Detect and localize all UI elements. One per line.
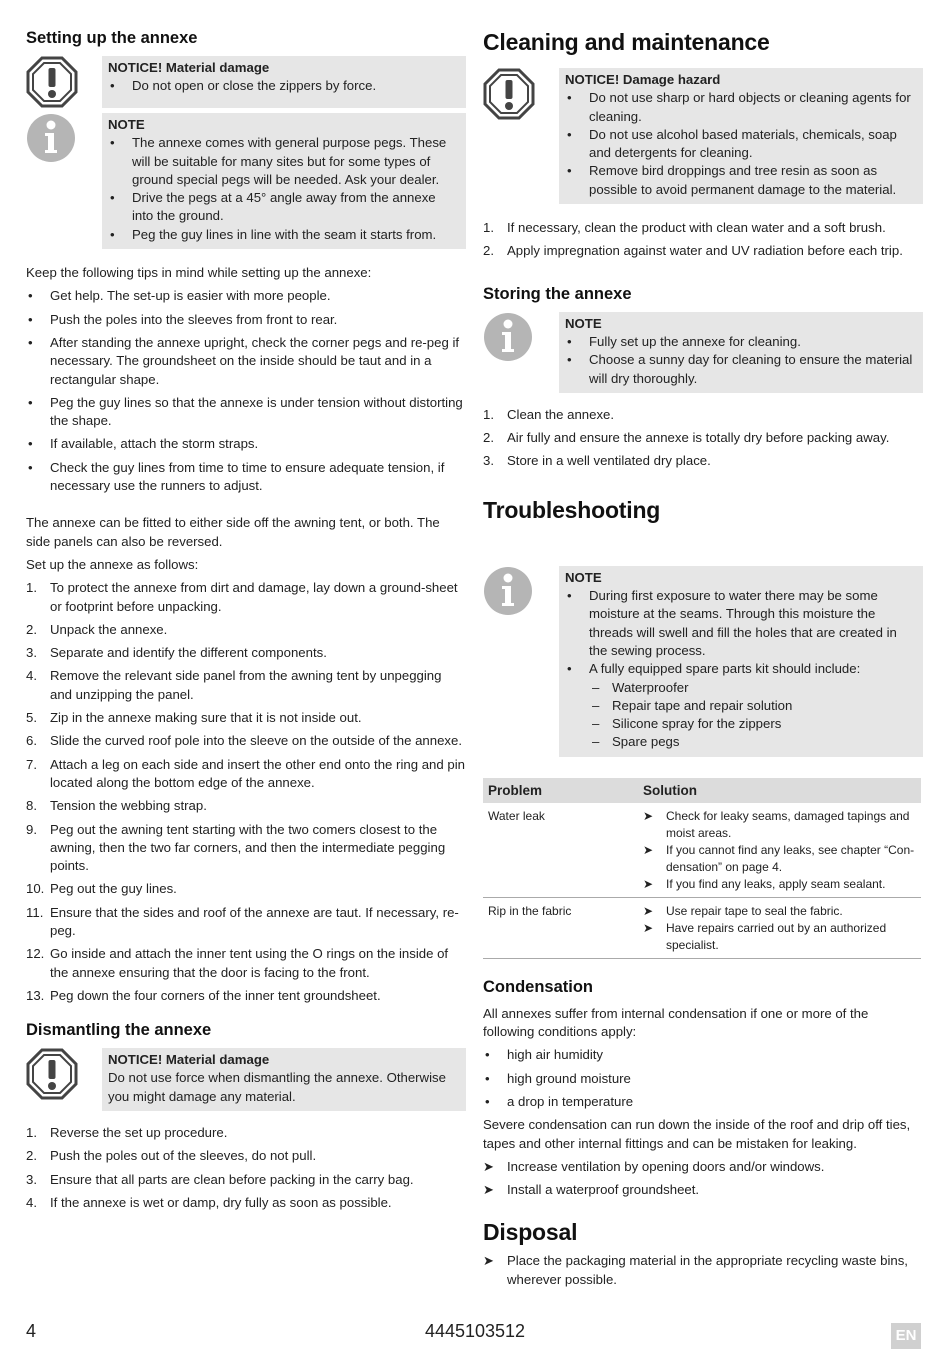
setup-note [26,113,466,249]
storing-steps [483,406,923,471]
note-title: NOTE [565,315,602,331]
cleaning-notice [483,68,923,204]
troubleshooting-note [483,566,923,757]
setup-notice [26,56,466,108]
list-item: 11. Ensure that the sides and roof of the annexe are taut. If necessary, re-peg. [26,904,459,938]
list-item: ➤ Install a waterproof groundsheet. [483,1181,923,1199]
list-item: • high air humidity [483,1046,923,1064]
sub-item: – Waterproofer [589,679,915,697]
list-item: 7. Attach a leg on each side and insert the other end onto the ring and pin located along the bottom edge of the annexe. [26,756,465,790]
language-badge: EN [891,1323,921,1349]
troubleshooting-table [483,778,921,959]
list-item: 5. Zip in the annexe making sure that it is not inside out. [26,710,362,726]
notice-octagon-icon [26,1048,78,1100]
list-item: ➤ Increase ventilation by opening doors and/or windows. [483,1158,923,1176]
table-row [483,803,921,898]
setup-steps [26,579,466,1005]
page-number: 4 [26,1321,37,1341]
cleaning-steps [483,219,923,261]
disposal-heading: Disposal [483,1219,578,1246]
sub-item: – Silicone spray for the zippers [589,715,915,733]
note-title: NOTE [108,117,145,132]
list-item: 1. If necessary, clean the product with clean water and a soft brush. [483,220,886,236]
table-header-row [483,778,921,803]
list-item: 3. Store in a well ventilated dry place. [483,453,711,469]
list-item: 4. If the annexe is wet or damp, dry fully as soon as possible. [26,1194,392,1210]
dismantle-notice [26,1048,466,1111]
notice-octagon-icon [26,56,78,108]
storing-heading: Storing the annexe [483,284,632,303]
arrow-right-icon: ➤ [643,808,654,823]
tips-intro: Keep the following tips in mind while setting up the annexe: [26,265,372,281]
problem-cell: Water leak [483,803,638,898]
list-item: • high ground moisture [483,1070,923,1088]
list-item: 2. Apply impregnation against water and UV radiation before each trip. [483,243,903,259]
col-problem: Problem [483,778,638,803]
condensation-intro: All annexes suffer from internal condensation if one or more of the following conditions apply: [483,1005,869,1040]
list-item: 2. Push the poles out of the sleeves, do not pull. [26,1148,317,1164]
cleaning-heading: Cleaning and maintenance [483,29,770,55]
arrow-right-icon: ➤ [483,1253,494,1269]
list-item: 1. Reverse the set up procedure. [26,1125,228,1141]
steps-intro: Set up the annexe as follows: [26,556,199,572]
setup-heading: Setting up the annexe [26,29,198,47]
list-item: • Get help. The set-up is easier with more people. [26,287,466,305]
list-item: 13. Peg down the four corners of the inner tent groundsheet. [26,987,381,1003]
annexe-para: The annexe can be fitted to either side off the awning tent, or both. The side panels can also be reversed. [26,515,440,549]
solution-cell: ➤ Use repair tape to seal the fabric. ➤ Have repairs carried out by an authorized specialist. [638,897,921,958]
info-icon [483,312,533,362]
notice-item: • Do not use alcohol based materials, chemicals, soap and detergents for cleaning. [565,126,915,163]
condensation-para: Severe condensation can run down the inside of the roof and drip off ties, tapes and other internal fittings and can be mistaken for leaking. [483,1117,911,1151]
sub-item: – Repair tape and repair solution [589,697,915,715]
list-item: • If available, attach the storm straps. [26,435,466,453]
list-item: 1. To protect the annexe from dirt and damage, lay down a ground-sheet or footprint before unpacking. [26,580,458,614]
note-item: • A fully equipped spare parts kit should include: – Waterproofer – Repair tape and repair solution – Silicone spray for the zippers – Spare pegs [565,660,915,751]
list-item: 8. Tension the webbing strap. [26,798,207,814]
note-title: NOTE [565,569,602,585]
conditions-list [483,1046,923,1111]
info-icon [483,566,533,616]
condensation-actions [483,1158,923,1200]
arrow-right-icon: ➤ [643,876,654,891]
note-item: • Peg the guy lines in line with the seam it starts from. [108,226,458,244]
notice-item: • Do not open or close the zippers by force. [108,77,458,95]
disposal-actions [483,1252,923,1289]
arrow-right-icon: ➤ [643,842,654,857]
notice-title: NOTICE! Damage hazard [565,72,721,87]
notice-item: • Remove bird droppings and tree resin as soon as possible to avoid permanent damage to the material. [565,162,915,199]
list-item: 3. Ensure that all parts are clean before packing in the carry bag. [26,1171,414,1187]
list-item: 2. Unpack the annexe. [26,621,168,637]
page-footer [0,1322,950,1352]
notice-text: Do not use force when dismantling the annexe. Otherwise you might damage any material. [108,1070,446,1104]
note-item: • Choose a sunny day for cleaning to ensure the material will dry thoroughly. [565,351,915,388]
list-item: 9. Peg out the awning tent starting with the two comers closest to the awning, then the two far corners, and then the intermediate pegging points. [26,821,446,874]
note-item: • During first exposure to water there may be some moisture at the seams. Through this moisture the threads will swell and fill the holes that are created in the sewing process. [565,587,915,660]
list-item: • After standing the annexe upright, check the corner pegs and re-peg if necessary. The groundsheet on the inside should be taut and in a rectangular shape. [26,334,466,389]
list-item: • Peg the guy lines so that the annexe is under tension without distorting the shape. [26,394,466,431]
list-item: 4. Remove the relevant side panel from the awning tent by unpegging and unzipping the panel. [26,668,442,702]
list-item: • a drop in temperature [483,1093,923,1111]
storing-note [483,312,923,393]
troubleshooting-heading: Troubleshooting [483,496,661,523]
left-column [26,28,466,1217]
info-icon [26,113,76,163]
note-item: • Fully set up the annexe for cleaning. [565,333,915,351]
arrow-right-icon: ➤ [643,920,654,935]
condensation-heading: Condensation [483,977,593,996]
list-item: ➤ Place the packaging material in the appropriate recycling waste bins, wherever possible. [483,1253,908,1287]
dismantle-steps [26,1124,466,1212]
notice-item: • Do not use sharp or hard objects or cleaning agents for cleaning. [565,89,915,126]
sub-item: – Spare pegs [589,733,915,751]
list-item: • Check the guy lines from time to time to ensure adequate tension, if necessary use the runners to adjust. [26,459,466,496]
list-item: 1. Clean the annexe. [483,406,615,422]
tips-list [26,287,466,495]
document-number: 4445103512 [424,1321,526,1341]
list-item: 3. Separate and identify the different components. [26,645,327,661]
list-item: 2. Air fully and ensure the annexe is totally dry before packing away. [483,430,890,446]
problem-cell: Rip in the fabric [483,897,638,958]
notice-title: NOTICE! Material damage [108,60,270,75]
arrow-right-icon: ➤ [483,1182,494,1198]
note-item: • Drive the pegs at a 45° angle away from the annexe into the ground. [108,189,458,226]
dismantle-heading: Dismantling the annexe [26,1021,212,1040]
note-item: • The annexe comes with general purpose pegs. These will be suitable for many sites but for some types of ground special pegs will be needed. Ask your dealer. [108,134,458,189]
right-column [483,28,923,1294]
list-item: • Push the poles into the sleeves from front to rear. [26,311,466,329]
list-item: 10. Peg out the guy lines. [26,881,177,897]
list-item: 6. Slide the curved roof pole into the sleeve on the outside of the annexe. [26,733,463,749]
col-solution: Solution [638,778,921,803]
arrow-right-icon: ➤ [483,1158,494,1174]
arrow-right-icon: ➤ [643,903,654,918]
notice-title: NOTICE! Material damage [108,1052,270,1068]
notice-octagon-icon [483,68,535,120]
solution-cell: ➤ Check for leaky seams, damaged tapings and moist areas. ➤ If you cannot find any leaks, see chapter “Con-densation” on page 4. ➤ If you find any leaks, apply seam sealant. [638,803,921,898]
list-item: 12. Go inside and attach the inner tent using the O rings on the inside of the annexe ensuring that the door is facing to the front. [26,946,449,980]
table-row [483,897,921,958]
